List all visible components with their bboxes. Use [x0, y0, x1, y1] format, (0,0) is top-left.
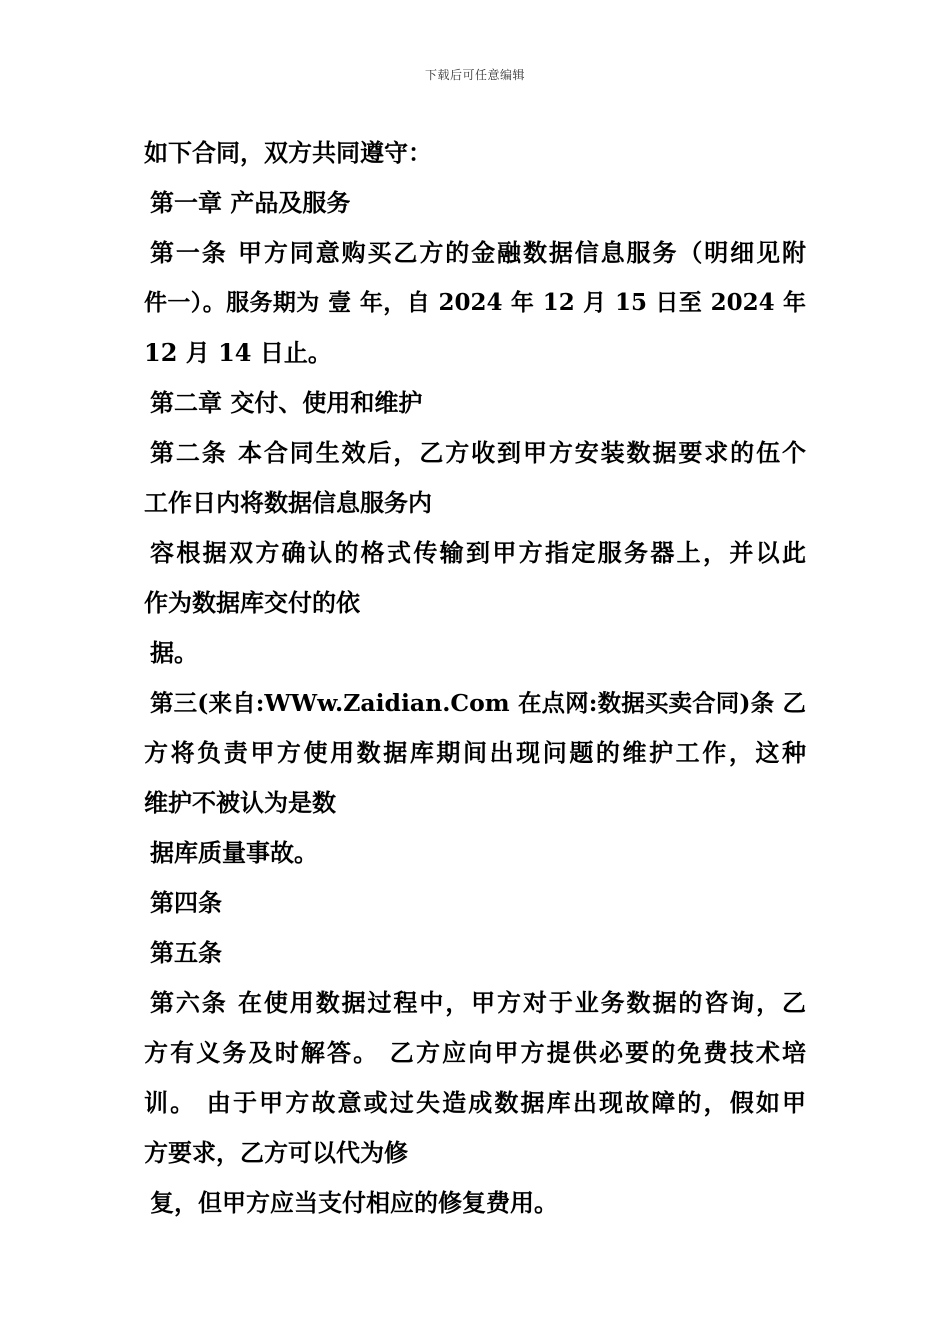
page-header-note: 下载后可任意编辑: [424, 68, 525, 82]
document-line: 第二条 本合同生效后，乙方收到甲方安装数据要求的伍个: [150, 438, 806, 467]
document-line: 训。 由于甲方故意或过失造成数据库出现故障的，假如甲: [144, 1088, 806, 1117]
document-line: 第一条 甲方同意购买乙方的金融数据信息服务（明细见附: [150, 238, 806, 267]
document-line: 据。: [150, 638, 198, 667]
document-line: 据库质量事故。: [150, 838, 318, 867]
document-line: 方要求，乙方可以代为修: [144, 1138, 408, 1167]
document-line: 第四条: [150, 888, 222, 917]
document-body: [144, 128, 806, 1228]
document-line: 容根据双方确认的格式传输到甲方指定服务器上，并以此: [150, 538, 806, 567]
document-line: 第一章 产品及服务: [150, 188, 351, 217]
document-line: 12 月 14 日止。: [144, 338, 332, 367]
document-line: 第六条 在使用数据过程中，甲方对于业务数据的咨询，乙: [150, 988, 806, 1017]
document-line: 方有义务及时解答。 乙方应向甲方提供必要的免费技术培: [144, 1038, 806, 1067]
document-line: 第二章 交付、使用和维护: [150, 388, 423, 417]
document-line: 如下合同，双方共同遵守：: [144, 138, 432, 167]
document-line: 复，但甲方应当支付相应的修复费用。: [150, 1188, 558, 1217]
document-line: 方将负责甲方使用数据库期间出现问题的维护工作，这种: [144, 738, 806, 767]
document-line: 件一）。服务期为 壹 年，自 2024 年 12 月 15 日至 2024 年: [144, 289, 806, 316]
document-line: 作为数据库交付的依: [144, 588, 360, 617]
document-line: 第五条: [150, 938, 222, 967]
document-line: 工作日内将数据信息服务内: [144, 488, 432, 517]
document-line: 第三(来自:WWw.Zaidian.Com 在点网:数据买卖合同)条 乙: [150, 689, 806, 717]
document-line: 维护不被认为是数: [144, 788, 336, 817]
